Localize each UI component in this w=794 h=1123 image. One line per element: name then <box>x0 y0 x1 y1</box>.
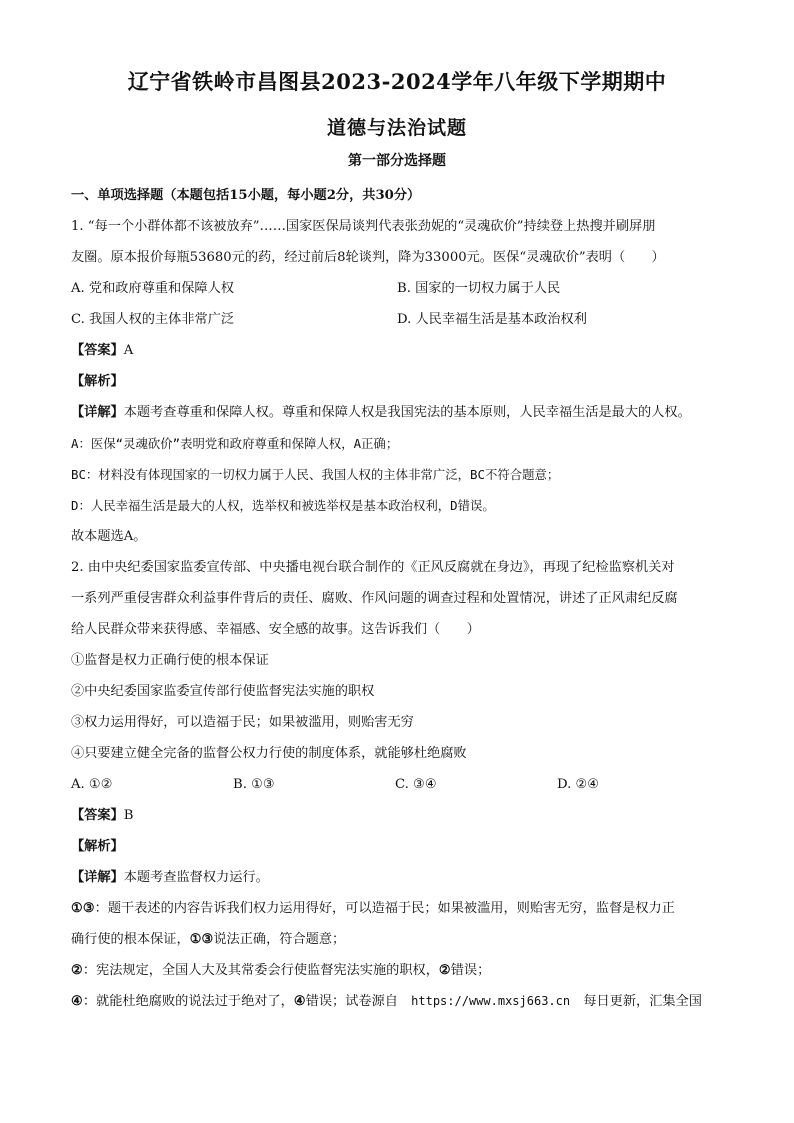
q2-stem-line: 给人民群众带来获得感、幸福感、安全感的故事。这告诉我们（ ） <box>71 622 480 637</box>
answer-value: A <box>123 343 134 358</box>
q2-statement: ①监督是权力正确行使的根本保证 <box>71 653 269 668</box>
q1-detail <box>71 397 731 428</box>
statement-ref: ①③ <box>71 901 95 916</box>
document-body <box>71 180 731 1017</box>
q2-options-row <box>71 769 731 800</box>
q1-option-b: B. 国家的一切权力属于人民 <box>397 281 561 296</box>
q1-stem-line: 1. “每一个小群体都不该被放弃”……国家医保局谈判代表张劲妮的“灵魂砍价”持续登上热搜并刷屏朋 <box>71 219 656 234</box>
q2-option-d: D. ②④ <box>557 777 600 792</box>
q1-options-row <box>71 273 731 304</box>
statement-ref: ①③ <box>189 932 214 947</box>
q2-explanation-line <box>71 955 731 986</box>
q1-analysis-tag: 【解析】 <box>71 374 124 389</box>
q1-option-c: C. 我国人权的主体非常广泛 <box>71 312 235 327</box>
q2-detail <box>71 862 731 893</box>
q2-stem-line: 一系列严重侵害群众利益事件背后的责任、腐败、作风问题的调查过程和处置情况，讲述了正风肃纪反腐 <box>71 591 678 606</box>
q2-explanation-line <box>71 924 731 955</box>
detail-tag: 【详解】 <box>71 405 124 420</box>
q2-option-b: B. ①③ <box>233 777 275 792</box>
q1-answer <box>71 335 731 366</box>
exam-title: 辽宁省铁岭市昌图县2023-2024学年八年级下学期期中 <box>127 69 667 94</box>
q2-statement: ②中央纪委国家监委宣传部行使监督宪法实施的职权 <box>71 684 375 699</box>
q2-explanation-line <box>71 986 731 1017</box>
statement-ref: ② <box>438 963 451 978</box>
answer-tag: 【答案】 <box>71 343 124 358</box>
q1-explanation-line: BC：材料没有体现国家的一切权力属于人民、我国人权的主体非常广泛，BC不符合题意； <box>71 467 560 482</box>
q1-option-d: D. 人民幸福生活是基本政治权利 <box>397 312 587 327</box>
q2-option-a: A. ①② <box>71 777 113 792</box>
q1-conclusion: 故本题选A。 <box>71 529 147 544</box>
q2-explanation-line <box>71 893 731 924</box>
exam-subject: 道德与法治试题 <box>326 117 467 139</box>
explanation-text: 错误； <box>450 963 491 978</box>
source-tail: 每日更新，汇集全国 <box>570 994 702 1009</box>
source-url: https://www.mxsj663.cn <box>411 994 571 1008</box>
q2-answer <box>71 800 731 831</box>
q1-options-row <box>71 304 731 335</box>
statement-ref: ④ <box>293 994 306 1009</box>
answer-value: B <box>123 808 134 823</box>
explanation-text: ：宪法规定，全国人大及其常委会行使监督宪法实施的职权， <box>82 963 439 978</box>
explanation-text: 确行使的根本保证， <box>71 932 190 947</box>
detail-text: 本题考查尊重和保障人权。尊重和保障人权是我国宪法的基本原则，人民幸福生活是最大的人权。 <box>123 405 691 420</box>
statement-ref: ② <box>71 963 83 978</box>
q1-explanation-line: A：医保“灵魂砍价”表明党和政府尊重和保障人权，A正确； <box>71 436 399 451</box>
explanation-text: 错误；试卷源自 <box>305 994 412 1009</box>
explanation-text: ：就能杜绝腐败的说法过于绝对了， <box>82 994 294 1009</box>
q1-stem-line: 友圈。原本报价每瓶53680元的药，经过前后8轮谈判，降为33000元。医保“灵魂砍价”表明（ ） <box>71 250 665 265</box>
q2-stem-line: 2. 由中央纪委国家监委宣传部、中央播电视台联合制作的《正风反腐就在身边》，再现了纪检监察机关对 <box>71 560 675 575</box>
answer-tag: 【答案】 <box>71 808 124 823</box>
statement-ref: ④ <box>71 994 83 1009</box>
q1-explanation-line: D：人民幸福生活是最大的人权，选举权和被选举权是基本政治权利，D错误。 <box>71 498 495 513</box>
detail-tag: 【详解】 <box>71 870 124 885</box>
q2-statement: ④只要建立健全完备的监督公权力行使的制度体系，就能够杜绝腐败 <box>71 746 467 761</box>
section-heading: 一、单项选择题（本题包括15小题，每小题2分，共30分） <box>71 188 421 203</box>
explanation-text: ：题干表述的内容告诉我们权力运用得好，可以造福于民；如果被滥用，则贻害无穷，监督是权力正 <box>94 901 675 916</box>
q2-option-c: C. ③④ <box>395 777 437 792</box>
q2-statement: ③权力运用得好，可以造福于民；如果被滥用，则贻害无穷 <box>71 715 414 730</box>
detail-text: 本题考查监督权力运行。 <box>123 870 269 885</box>
q2-analysis-tag: 【解析】 <box>71 839 124 854</box>
explanation-text: 说法正确，符合题意； <box>213 932 346 947</box>
q1-option-a: A. 党和政府尊重和保障人权 <box>71 281 234 296</box>
part-heading: 第一部分选择题 <box>348 153 446 169</box>
